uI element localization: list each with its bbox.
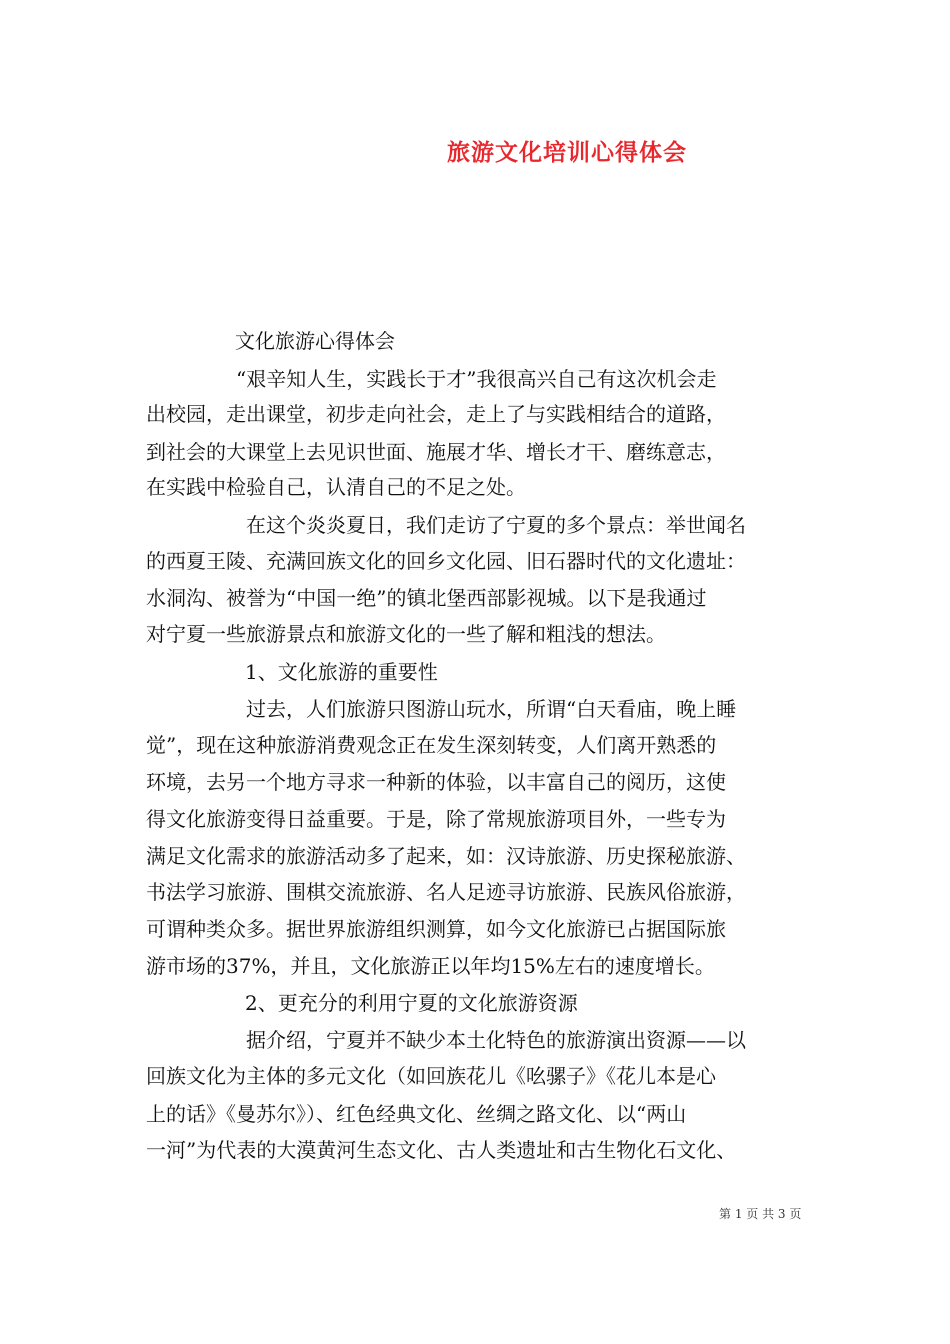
text-line: 在这个炎炎夏日，我们走访了宁夏的多个景点：举世闻名 xyxy=(246,513,746,537)
page-number: 第 1 页 共 3 页 xyxy=(719,1207,802,1221)
text-line: 书法学习旅游、围棋交流旅游、名人足迹寻访旅游、民族风俗旅游， xyxy=(146,880,746,904)
section-heading: 1、文化旅游的重要性 xyxy=(245,660,438,684)
text-line: 环境，去另一个地方寻求一种新的体验，以丰富自己的阅历，这使 xyxy=(146,770,726,794)
text-line: 得文化旅游变得日益重要。于是，除了常规旅游项目外，一些专为 xyxy=(146,807,726,831)
text-line: 水洞沟、被誉为“中国一绝”的镇北堡西部影视城。以下是我通过 xyxy=(146,586,707,610)
text-line: 上的话》《曼苏尔》）、红色经典文化、丝绸之路文化、以“两山 xyxy=(146,1102,687,1126)
text-line: 回族文化为主体的多元文化（如回族花儿《吆骡子》《花儿本是心 xyxy=(146,1064,716,1088)
text-line: “艰辛知人生，实践长于才”我很高兴自己有这次机会走 xyxy=(236,367,717,391)
text-line: 在实践中检验自己，认清自己的不足之处。 xyxy=(146,475,526,499)
text-line: 的西夏王陵、充满回族文化的回乡文化园、旧石器时代的文化遗址： xyxy=(146,549,746,573)
text-line: 可谓种类众多。据世界旅游组织测算，如今文化旅游已占据国际旅 xyxy=(146,917,726,941)
text-line: 据介绍，宁夏并不缺少本土化特色的旅游演出资源——以 xyxy=(246,1028,746,1052)
document-title: 旅游文化培训心得体会 xyxy=(447,139,687,166)
text-line: 到社会的大课堂上去见识世面、施展才华、增长才干、磨练意志， xyxy=(146,440,726,464)
text-line: 对宁夏一些旅游景点和旅游文化的一些了解和粗浅的想法。 xyxy=(146,622,666,646)
text-line: 觉”，现在这种旅游消费观念正在发生深刻转变，人们离开熟悉的 xyxy=(146,733,717,757)
text-line: 过去，人们旅游只图游山玩水，所谓“白天看庙，晚上睡 xyxy=(246,697,737,721)
text-line: 出校园，走出课堂，初步走向社会，走上了与实践相结合的道路， xyxy=(146,402,726,426)
text-line: 游市场的37%，并且，文化旅游正以年均15%左右的速度增长。 xyxy=(146,954,715,978)
heading-line: 文化旅游心得体会 xyxy=(235,329,395,353)
text-line: 满足文化需求的旅游活动多了起来，如：汉诗旅游、历史探秘旅游、 xyxy=(146,844,746,868)
section-heading: 2、更充分的利用宁夏的文化旅游资源 xyxy=(245,991,578,1015)
text-line: 一河”为代表的大漠黄河生态文化、古人类遗址和古生物化石文化、 xyxy=(146,1138,737,1162)
